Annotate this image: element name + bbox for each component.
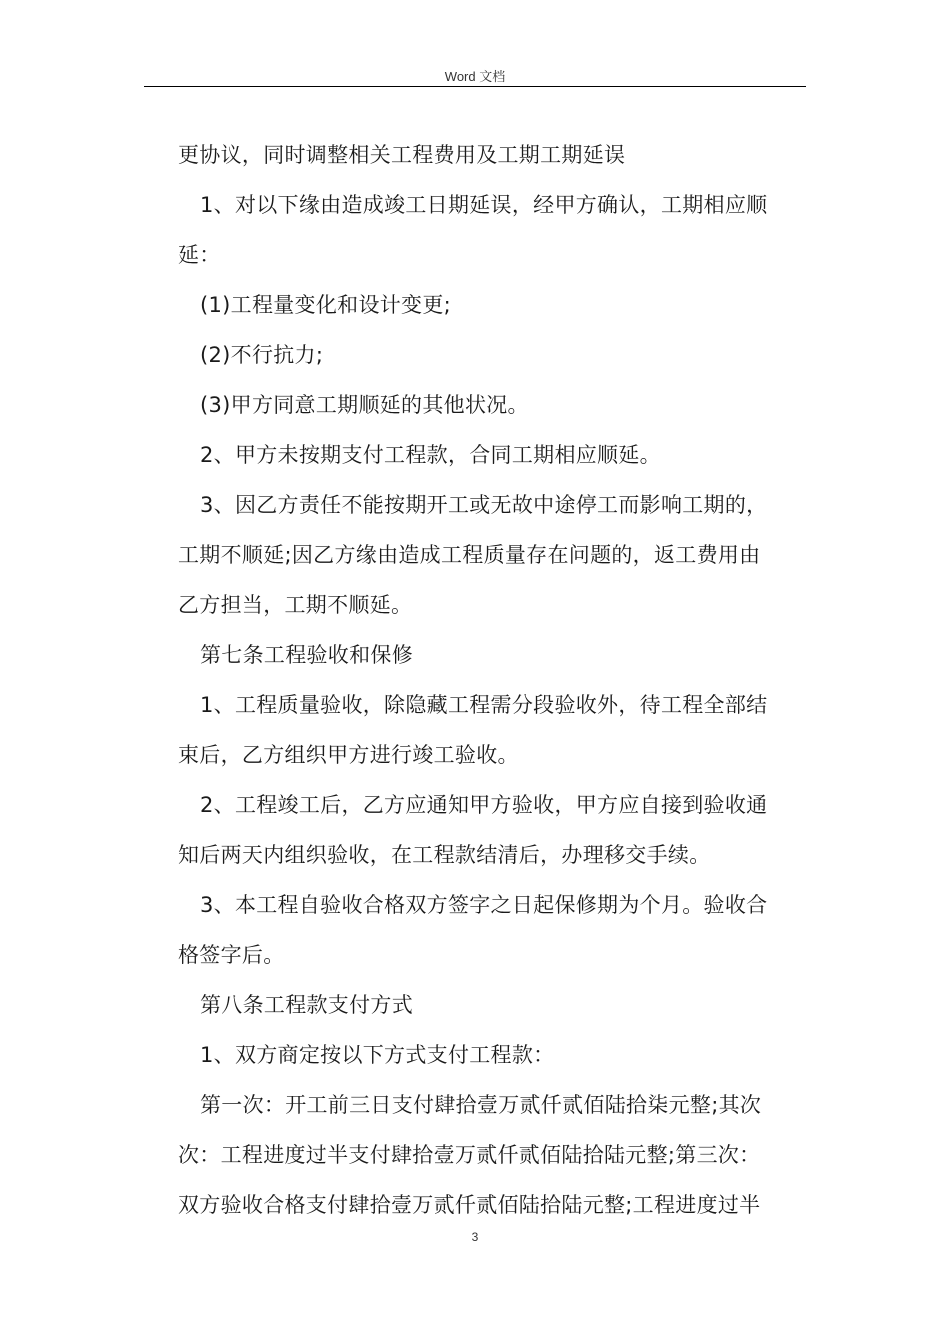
body-line: 乙方担当，工期不顺延。 [178,593,413,617]
body-line: 2、工程竣工后，乙方应通知甲方验收，甲方应自接到验收通 [200,793,768,817]
body-line: (1)工程量变化和设计变更; [200,293,452,317]
body-line: 2、甲方未按期支付工程款，合同工期相应顺延。 [200,443,661,467]
section-heading: 第七条工程验收和保修 [200,643,413,667]
body-line: 双方验收合格支付肆拾壹万贰仟贰佰陆拾陆元整;工程进度过半 [178,1193,761,1217]
body-line: 延： [178,243,221,267]
body-line: (3)甲方同意工期顺延的其他状况。 [200,393,529,417]
body-line: 3、因乙方责任不能按期开工或无故中途停工而影响工期的， [200,493,768,517]
body-line: 第一次：开工前三日支付肆拾壹万贰仟贰佰陆拾柒元整;其次 [200,1093,762,1117]
body-line: (2)不行抗力; [200,343,324,367]
page-header: Word 文档 [444,69,506,84]
body-line: 1、对以下缘由造成竣工日期延误，经甲方确认，工期相应顺 [200,193,768,217]
body-line: 知后两天内组织验收，在工程款结清后，办理移交手续。 [178,843,711,867]
body-line: 更协议，同时调整相关工程费用及工期工期延误 [178,143,626,167]
body-line: 工期不顺延;因乙方缘由造成工程质量存在问题的，返工费用由 [178,543,761,567]
body-line: 1、工程质量验收，除隐藏工程需分段验收外，待工程全部结 [200,693,768,717]
body-line: 格签字后。 [178,943,285,967]
section-heading: 第八条工程款支付方式 [200,993,413,1017]
header-divider [144,86,806,87]
body-line: 次：工程进度过半支付肆拾壹万贰仟贰佰陆拾陆元整;第三次： [178,1143,761,1167]
body-line: 束后，乙方组织甲方进行竣工验收。 [178,743,519,767]
page-number: 3 [471,1230,479,1244]
document-body [178,130,792,1230]
body-line: 3、本工程自验收合格双方签字之日起保修期为个月。验收合 [200,893,768,917]
body-line: 1、双方商定按以下方式支付工程款： [200,1043,555,1067]
